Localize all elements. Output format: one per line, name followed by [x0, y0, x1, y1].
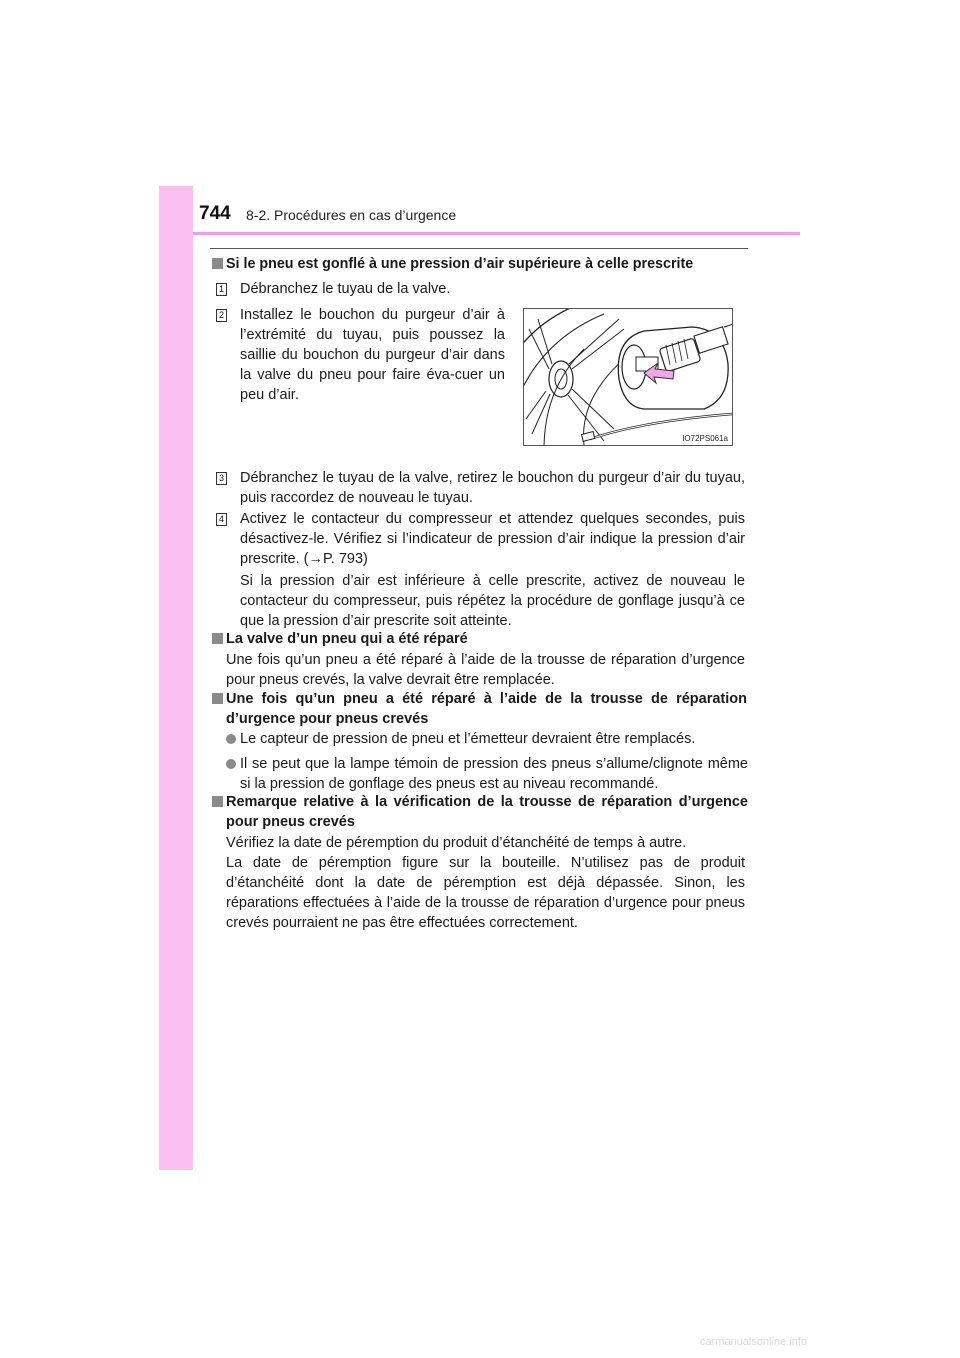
wheel-valve-drawing: [524, 309, 732, 445]
kit-check-line1: Vérifiez la date de péremption du produit d’étanchéité de temps à autre.: [226, 835, 687, 851]
section-title: 8-2. Procédures en cas d’urgence: [246, 207, 457, 223]
page-number: 744: [199, 203, 231, 224]
heading-overpressure: Si le pneu est gonflé à une pression d’air supérieure à celle prescrite: [226, 256, 694, 272]
step-number-3: 3: [216, 472, 227, 485]
step-number-2: 2: [216, 309, 227, 322]
step-number-1: 1: [216, 283, 227, 296]
illustration-code: IO72PS061a: [682, 434, 728, 443]
heading-square-icon: [212, 796, 223, 807]
step-4-text: Activez le contacteur du compresseur et attendez quelques secondes, puis désactivez-le. Vérifiez si l’indicateur de pression d’air indique la pression d’air prescrite. (→P. 793): [240, 511, 745, 567]
step-1-text: Débranchez le tuyau de la valve.: [240, 281, 451, 297]
content-rule: [210, 248, 748, 249]
step-3-text: Débranchez le tuyau de la valve, retirez le bouchon du purgeur d’air du tuyau, puis raccordez de nouveau le tuyau.: [240, 470, 745, 506]
heading-square-icon: [212, 258, 223, 269]
step-number-4: 4: [216, 513, 227, 526]
chapter-side-tab: [159, 186, 193, 1170]
heading-kit-check: Remarque relative à la vérification de la trousse de réparation d’urgence pour pneus crevés: [226, 794, 748, 830]
heading-square-icon: [212, 633, 223, 644]
bullet-text-1: Le capteur de pression de pneu et l’émetteur devraient être remplacés.: [240, 731, 696, 747]
repaired-valve-text: Une fois qu’un pneu a été réparé à l’aide de la trousse de réparation d’urgence pour pneus crevés, la valve devrait être remplacée.: [226, 652, 745, 688]
bullet-dot-icon: [226, 734, 236, 744]
heading-after-repair: Une fois qu’un pneu a été réparé à l’aide de la trousse de réparation d’urgence pour pneus crevés: [226, 691, 747, 727]
heading-repaired-valve: La valve d’un pneu qui a été réparé: [226, 631, 468, 647]
header-rule: [193, 232, 800, 235]
illustration-air-bleed-valve: [523, 308, 733, 446]
bullet-dot-icon: [226, 759, 236, 769]
bullet-text-2: Il se peut que la lampe témoin de pression des pneus s’allume/clignote même si la pression de gonflage des pneus est au niveau recommandé.: [240, 756, 748, 792]
step-2-text: Installez le bouchon du purgeur d’air à l’extrémité du tuyau, puis poussez la saillie du bouchon du purgeur d’air dans la valve du pneu pour faire éva-cuer un peu d’air.: [240, 307, 505, 403]
heading-square-icon: [212, 693, 223, 704]
kit-check-text: La date de péremption figure sur la bouteille. N’utilisez pas de produit d’étanchéité dont la date de péremption est déjà dépassée. Sinon, les réparations effectuées à l’aide de la trousse de réparation d’urgence pour pneus crevés pourraient ne pas être effectuées correctement.: [226, 855, 745, 931]
step-4-note: Si la pression d’air est inférieure à celle prescrite, activez de nouveau le contacteur du compresseur, puis répétez la procédure de gonflage jusqu’à ce que la pression d’air prescrite soit atteinte.: [240, 573, 745, 629]
footer-watermark: carmanualsonline.info: [700, 1336, 808, 1348]
